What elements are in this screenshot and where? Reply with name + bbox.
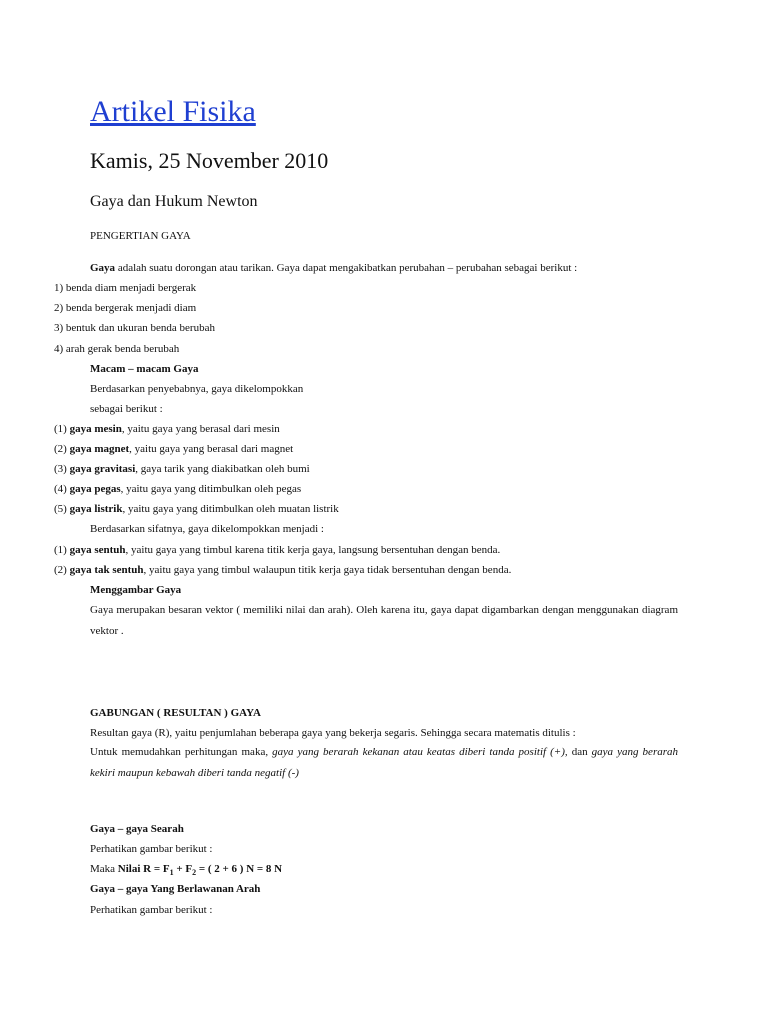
paragraph-tanda: Untuk memudahkan perhitungan maka, gaya yang berarah kekanan atau keatas diberi tanda positif (+), dan gaya yang berarah kekiri maupun kebawah diberi tanda negatif (-) bbox=[90, 746, 679, 779]
text-line: Berdasarkan penyebabnya, gaya dikelompokkan bbox=[90, 383, 304, 395]
list-item: (5) gaya listrik, yaitu gaya yang ditimbulkan oleh muatan listrik bbox=[54, 503, 339, 515]
text-line: sebagai berikut : bbox=[90, 403, 163, 415]
text-line: Perhatikan gambar berikut : bbox=[90, 904, 213, 916]
intro-term: Gaya bbox=[90, 262, 116, 274]
text-line: Perhatikan gambar berikut : bbox=[90, 843, 213, 855]
intro-rest: adalah suatu dorongan atau tarikan. Gaya dapat mengakibatkan perubahan – perubahan sebagai berikut : bbox=[115, 262, 578, 274]
section-heading-gabungan: GABUNGAN ( RESULTAN ) GAYA bbox=[90, 707, 261, 719]
section-heading-berlawanan: Gaya – gaya Yang Berlawanan Arah bbox=[90, 883, 261, 895]
text-line: Berdasarkan sifatnya, gaya dikelompokkan menjadi : bbox=[90, 523, 324, 535]
list-item: 4) arah gerak benda berubah bbox=[54, 343, 180, 355]
section-heading-menggambar: Menggambar Gaya bbox=[90, 584, 182, 596]
section-heading-macam: Macam – macam Gaya bbox=[90, 363, 199, 375]
post-title: Gaya dan Hukum Newton bbox=[90, 193, 258, 210]
list-item: (1) gaya mesin, yaitu gaya yang berasal dari mesin bbox=[54, 423, 280, 435]
paragraph-vektor: Gaya merupakan besaran vektor ( memiliki nilai dan arah). Oleh karena itu, gaya dapat digambarkan dengan menggunakan diagram vektor . bbox=[90, 604, 678, 637]
list-item: 3) bentuk dan ukuran benda berubah bbox=[54, 322, 215, 334]
section-heading-pengertian: PENGERTIAN GAYA bbox=[90, 230, 191, 242]
list-item: (2) gaya magnet, yaitu gaya yang berasal dari magnet bbox=[54, 443, 294, 455]
list-item: 2) benda bergerak menjadi diam bbox=[54, 302, 197, 314]
post-date: Kamis, 25 November 2010 bbox=[90, 148, 329, 173]
text-line: Resultan gaya (R), yaitu penjumlahan beberapa gaya yang bekerja segaris. Sehingga secara matematis ditulis : bbox=[90, 727, 576, 739]
list-item: 1) benda diam menjadi bergerak bbox=[54, 282, 197, 294]
section-heading-searah: Gaya – gaya Searah bbox=[90, 823, 184, 835]
page-title[interactable]: Artikel Fisika bbox=[90, 95, 256, 128]
list-item: (2) gaya tak sentuh, yaitu gaya yang timbul walaupun titik kerja gaya tidak bersentuhan dengan benda. bbox=[54, 564, 512, 576]
list-item: (3) gaya gravitasi, gaya tarik yang diakibatkan oleh bumi bbox=[54, 463, 310, 475]
equation-line: Maka Nilai $R = F_1 + F_2$ = ( 2 + 6 ) N = 8 N bbox=[90, 863, 283, 878]
list-item: (4) gaya pegas, yaitu gaya yang ditimbulkan oleh pegas bbox=[54, 483, 302, 495]
list-item: (1) gaya sentuh, yaitu gaya yang timbul karena titik kerja gaya, langsung bersentuhan dengan benda. bbox=[54, 544, 501, 556]
intro-paragraph bbox=[90, 262, 577, 274]
